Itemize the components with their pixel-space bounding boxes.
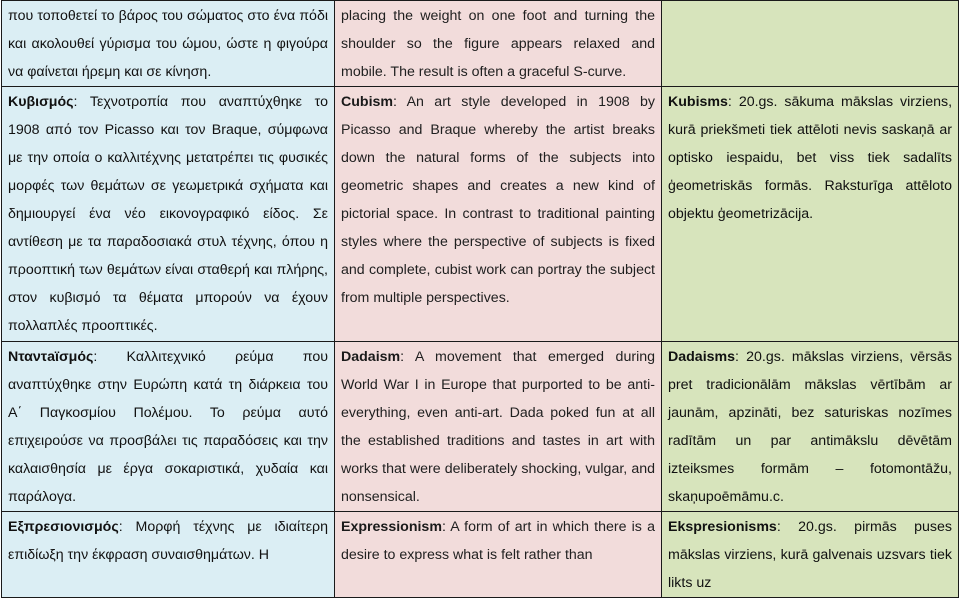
- english-cell: [335, 512, 662, 598]
- term-separator: :: [93, 349, 127, 365]
- glossary-table: [1, 0, 959, 598]
- term-separator: :: [776, 519, 799, 535]
- latvian-cell: [662, 87, 959, 342]
- latvian-definition: 20.gs. pirmās puses mākslas virziens, kurā galvenais uzsvars tiek likts uz: [668, 519, 952, 591]
- english-cell: [335, 342, 662, 512]
- latvian-definition: 20.gs. mākslas virziens, vērsās pret tradicionālām mākslas vērtībām ar jaunām, apzināti, bez saturiskas nozīmes radītām un par antimākslu dēvētām izteiksmes formām – fotomontāžu, skaņupoēmāmu.c.: [668, 349, 952, 505]
- term-separator: :: [441, 519, 451, 535]
- english-definition: An art style developed in 1908 by Picasso and Braque whereby the artist breaks down the natural forms of the subjects into geometric shapes and creates a new kind of pictorial space. In contrast to traditional painting styles where the perspective of subjects is fixed and complete, cubist work can portray the subject from multiple perspectives.: [341, 94, 655, 306]
- term-separator: :: [393, 94, 407, 110]
- english-term: Expressionism: [341, 519, 442, 535]
- greek-cell: [2, 1, 335, 87]
- english-term: Dadaism: [341, 349, 401, 365]
- term-separator: :: [73, 94, 90, 110]
- latvian-cell: [662, 342, 959, 512]
- latvian-cell: [662, 1, 959, 87]
- greek-term: Νταντaϊσμός: [8, 349, 94, 365]
- latvian-definition: 20.gs. sākuma mākslas virziens, kurā priekšmeti tiek attēloti nevis saskaņā ar optisko iespaidu, bet viss tiek sadalīts ģeometriskās formās. Raksturīga attēloto objektu ģeometrizācija.: [668, 94, 953, 222]
- english-definition: A movement that emerged during World War I in Europe that purported to be anti-everything, even anti-art. Dada poked fun at all the established traditions and tastes in art with works that were deliberately shocking, vulgar, and nonsensical.: [341, 349, 655, 505]
- latvian-term: Dadaisms: [668, 349, 736, 365]
- term-separator: :: [400, 349, 415, 365]
- english-definition: placing the weight on one foot and turning the shoulder so the figure appears relaxed and mobile. The result is often a graceful S-curve.: [341, 8, 655, 80]
- greek-definition: που τοποθετεί το βάρος του σώματος στο ένα πόδι και ακολουθεί γύρισμα του ώμου, ώστε η φιγούρα να φαίνεται ήρεμη και σε κίνηση.: [8, 8, 328, 80]
- english-cell: [335, 87, 662, 342]
- table-row: [2, 1, 959, 87]
- greek-cell: [2, 342, 335, 512]
- english-term: Cubism: [341, 94, 394, 110]
- table-row: [2, 87, 959, 342]
- greek-term: Κυβισμός: [8, 94, 74, 110]
- term-separator: :: [118, 519, 136, 535]
- latvian-cell: [662, 512, 959, 598]
- greek-term: Εξπρεσιονισμός: [8, 519, 119, 535]
- greek-definition: Μορφή τέχνης με ιδιαίτερη επιδίωξη την έκφραση συναισθημάτων. Η: [8, 519, 329, 563]
- table-row: [2, 512, 959, 598]
- latvian-term: Ekspresionisms: [668, 519, 777, 535]
- english-definition: A form of art in which there is a desire to express what is felt rather than: [341, 519, 655, 563]
- term-separator: :: [727, 94, 739, 110]
- greek-cell: [2, 512, 335, 598]
- table-row: [2, 342, 959, 512]
- greek-definition: Τεχνοτροπία που αναπτύχθηκε το 1908 από τον Picasso και τον Braque, σύμφωνα με την οποία ο καλλιτέχνης μετατρέπει τις φυσικές μορφές των θεμάτων σε γεωμετρικά σχήματα και δημιουργεί ένα νέο εικονογραφικό είδος. Σε αντίθεση με τα παραδοσιακά στυλ τέχνης, όπου η προοπτική των θεμάτων είναι σταθερή και πλήρης, στον κυβισμό τα θέματα μπορούν να έχουν πολλαπλές προοπτικές.: [8, 94, 328, 334]
- latvian-term: Kubisms: [668, 94, 728, 110]
- english-cell: [335, 1, 662, 87]
- greek-definition: Καλλιτεχνικό ρεύμα που αναπτύχθηκε στην Ευρώπη κατά τη διάρκεια του Α΄ Παγκοσμίου Πολέμου. Το ρεύμα αυτό επιχειρούσε να προσβάλει τις παραδόσεις και την καλαισθησία με έργα σοκαριστικά, χυδαία και παράλογα.: [8, 349, 328, 505]
- greek-cell: [2, 87, 335, 342]
- term-separator: :: [735, 349, 747, 365]
